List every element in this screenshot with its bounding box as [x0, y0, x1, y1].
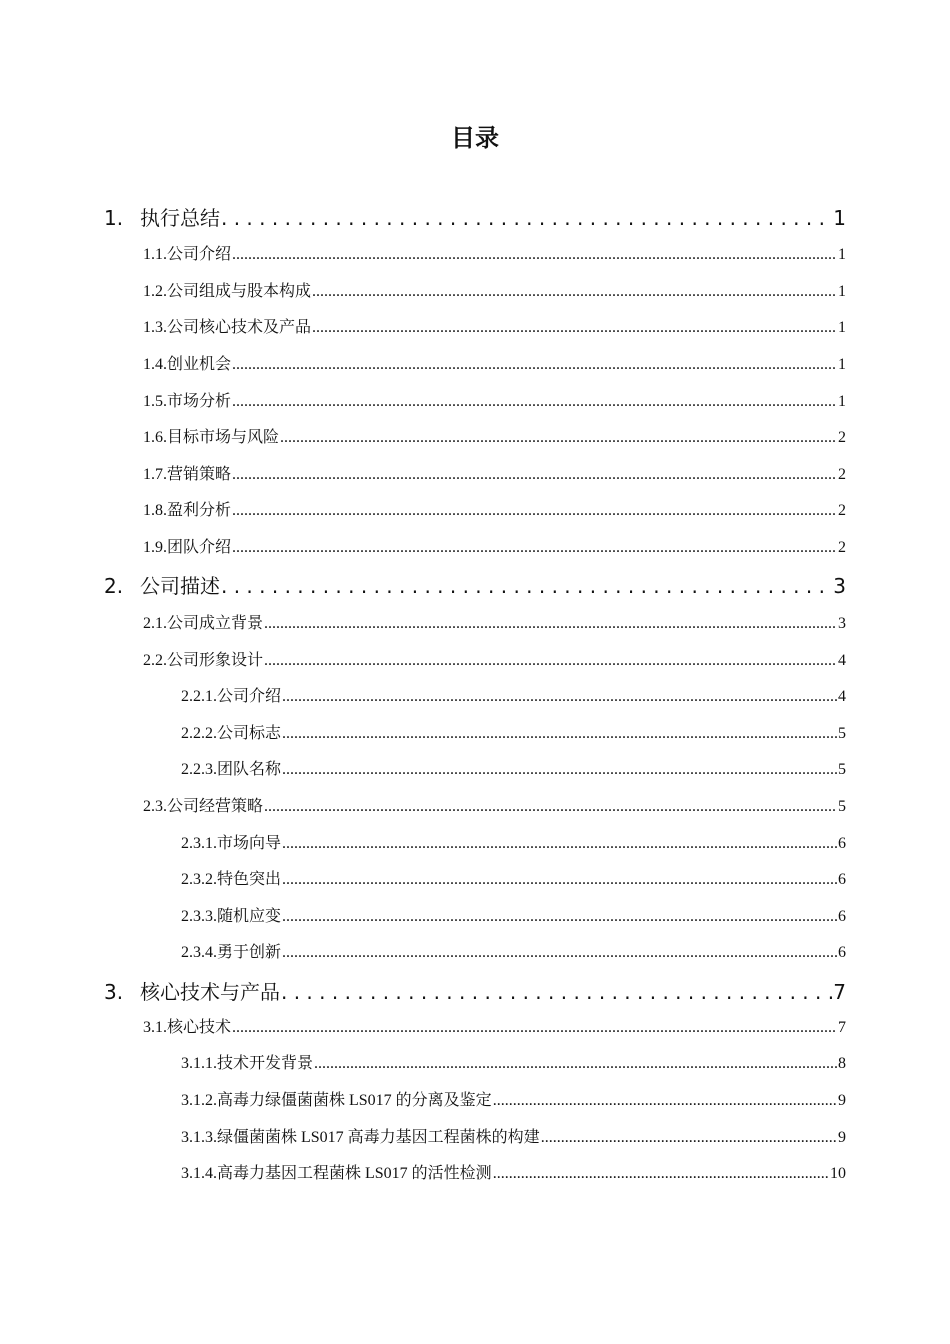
toc-entry-1-3[interactable]: [143, 315, 846, 339]
toc-entry-title: 特色突出: [217, 871, 282, 888]
toc-entry-3-1-4[interactable]: [181, 1161, 846, 1185]
toc-entry-number: 3.1.3.: [181, 1129, 217, 1146]
dot-leader: [264, 613, 837, 635]
toc-entry-title: 核心技术: [167, 1019, 232, 1036]
toc-entry-page: 1: [833, 206, 846, 230]
toc-entry-3-1-2[interactable]: [181, 1088, 846, 1112]
dot-leader: [493, 1090, 837, 1112]
toc-entry-page: 1: [838, 356, 846, 373]
toc-entry-page: 5: [838, 798, 846, 815]
dot-leader: [280, 427, 837, 449]
dot-leader: [281, 978, 832, 1006]
toc-entry-2-3-3[interactable]: [181, 904, 846, 928]
dot-leader: [314, 1053, 837, 1075]
toc-entry-number: 3.1.1.: [181, 1055, 217, 1072]
toc-entry-number: 2.2.2.: [181, 725, 217, 742]
toc-entry-number: 3.1.: [143, 1019, 167, 1036]
toc-entry-number: 2.2.3.: [181, 761, 217, 778]
toc-entry-number: 1.6.: [143, 429, 167, 446]
toc-entry-number: 2.3.2.: [181, 871, 217, 888]
dot-leader: [541, 1127, 837, 1149]
toc-entry-1-5[interactable]: [143, 389, 846, 413]
toc-entry-number: 1.8.: [143, 502, 167, 519]
toc-entry-page: 2: [838, 502, 846, 519]
dot-leader: [282, 833, 837, 855]
toc-entry-number: 2.: [104, 574, 124, 598]
toc-entry-page: 2: [838, 429, 846, 446]
page-title: 目录: [451, 124, 499, 152]
toc-entry-1-9[interactable]: [143, 535, 846, 559]
toc-entry-number: 1.4.: [143, 356, 167, 373]
toc-entry-number: 2.2.1.: [181, 688, 217, 705]
dot-leader: [232, 244, 837, 266]
toc-entry-page: 6: [838, 944, 846, 961]
toc-entry-page: 9: [838, 1092, 846, 1109]
toc-entry-1-7[interactable]: [143, 462, 846, 486]
dot-leader: [282, 686, 837, 708]
toc-entry-2-2-3[interactable]: [181, 757, 846, 781]
toc-entry-2-2[interactable]: [143, 648, 846, 672]
toc-entry-page: 8: [838, 1055, 846, 1072]
toc-entry-1[interactable]: [104, 200, 846, 232]
toc-entry-title: 勇于创新: [217, 944, 282, 961]
dot-leader: [221, 204, 832, 232]
toc-entry-page: 1: [838, 246, 846, 263]
toc-entry-2-3-1[interactable]: [181, 831, 846, 855]
dot-leader: [232, 1017, 837, 1039]
toc-entry-title: 团队介绍: [167, 539, 232, 556]
toc-entry-page: 1: [838, 283, 846, 300]
toc-entry-title: 高毒力基因工程菌株 LS017 的活性检测: [217, 1165, 492, 1182]
toc-entry-number: 3.1.2.: [181, 1092, 217, 1109]
toc-entry-number: 2.1.: [143, 615, 167, 632]
toc-entry-title: 创业机会: [167, 356, 232, 373]
dot-leader: [264, 796, 837, 818]
toc-entry-title: 公司成立背景: [167, 615, 264, 632]
toc-entry-title: 公司介绍: [217, 688, 282, 705]
toc-entry-1-8[interactable]: [143, 498, 846, 522]
toc-entry-title: 随机应变: [217, 908, 282, 925]
toc-entry-page: 2: [838, 466, 846, 483]
toc-entry-number: 2.3.: [143, 798, 167, 815]
dot-leader: [232, 537, 837, 559]
toc-entry-number: 1.5.: [143, 393, 167, 410]
toc-entry-title: 高毒力绿僵菌菌株 LS017 的分离及鉴定: [217, 1092, 492, 1109]
toc-entry-title: 公司核心技术及产品: [167, 319, 312, 336]
toc-entry-title: 公司组成与股本构成: [167, 283, 312, 300]
dot-leader: [232, 354, 837, 376]
toc-entry-page: 5: [838, 725, 846, 742]
dot-leader: [232, 500, 837, 522]
toc-entry-title: 公司形象设计: [167, 652, 264, 669]
toc-entry-number: 1.2.: [143, 283, 167, 300]
dot-leader: [282, 759, 837, 781]
toc-entry-title: 盈利分析: [167, 502, 232, 519]
toc-entry-page: 5: [838, 761, 846, 778]
toc-entry-number: 3.1.4.: [181, 1165, 217, 1182]
dot-leader: [282, 906, 837, 928]
toc-entry-number: 1.7.: [143, 466, 167, 483]
toc-entry-3[interactable]: [104, 974, 846, 1006]
toc-entry-title: 公司经营策略: [167, 798, 264, 815]
toc-entry-title: 市场向导: [217, 835, 282, 852]
toc-entry-title: 绿僵菌菌株 LS017 高毒力基因工程菌株的构建: [217, 1129, 540, 1146]
dot-leader: [493, 1163, 829, 1185]
dot-leader: [221, 572, 832, 600]
toc-entry-page: 6: [838, 908, 846, 925]
toc-entry-number: 2.3.1.: [181, 835, 217, 852]
toc-entry-title: 公司介绍: [167, 246, 232, 263]
toc-entry-number: 1.3.: [143, 319, 167, 336]
toc-entry-title: 公司描述: [140, 574, 220, 598]
toc-entry-2-3-2[interactable]: [181, 867, 846, 891]
toc-entry-number: 2.3.4.: [181, 944, 217, 961]
toc-entry-page: 4: [838, 688, 846, 705]
dot-leader: [232, 391, 837, 413]
toc-entry-2-3-4[interactable]: [181, 940, 846, 964]
toc-entry-3-1-1[interactable]: [181, 1051, 846, 1075]
toc-entry-2-1[interactable]: [143, 611, 846, 635]
toc-entry-page: 3: [833, 574, 846, 598]
toc-entry-page: 9: [838, 1129, 846, 1146]
dot-leader: [282, 942, 837, 964]
toc-entry-number: 1.: [104, 206, 124, 230]
toc-entry-number: 1.1.: [143, 246, 167, 263]
toc-entry-page: 6: [838, 871, 846, 888]
toc-entry-number: 1.9.: [143, 539, 167, 556]
toc-entry-1-1[interactable]: [143, 242, 846, 266]
dot-leader: [232, 464, 837, 486]
toc-entry-number: 2.2.: [143, 652, 167, 669]
toc-entry-page: 7: [833, 980, 846, 1004]
toc-entry-2-2-1[interactable]: [181, 684, 846, 708]
toc-entry-3-1-3[interactable]: [181, 1125, 846, 1149]
toc-entry-title: 公司标志: [217, 725, 282, 742]
dot-leader: [282, 723, 837, 745]
toc-entry-title: 技术开发背景: [217, 1055, 314, 1072]
toc-entry-page: 1: [838, 393, 846, 410]
toc-entry-1-2[interactable]: [143, 279, 846, 303]
dot-leader: [264, 650, 837, 672]
toc-entry-page: 3: [838, 615, 846, 632]
toc-entry-title: 核心技术与产品: [140, 980, 280, 1004]
dot-leader: [312, 281, 837, 303]
toc-entry-1-6[interactable]: [143, 425, 846, 449]
toc-entry-page: 4: [838, 652, 846, 669]
toc-entry-title: 执行总结: [140, 206, 220, 230]
toc-entry-number: 2.3.3.: [181, 908, 217, 925]
toc-entry-page: 7: [838, 1019, 846, 1036]
toc-entry-2-3[interactable]: [143, 794, 846, 818]
toc-entry-title: 营销策略: [167, 466, 232, 483]
toc-entry-title: 市场分析: [167, 393, 232, 410]
toc-entry-page: 10: [830, 1165, 846, 1182]
toc-entry-page: 2: [838, 539, 846, 556]
toc-entry-page: 1: [838, 319, 846, 336]
toc-entry-2[interactable]: [104, 568, 846, 600]
toc-entry-3-1[interactable]: [143, 1015, 846, 1039]
toc-entry-page: 6: [838, 835, 846, 852]
toc-entry-title: 团队名称: [217, 761, 282, 778]
toc-entry-1-4[interactable]: [143, 352, 846, 376]
toc-entry-2-2-2[interactable]: [181, 721, 846, 745]
dot-leader: [282, 869, 837, 891]
toc-entry-title: 目标市场与风险: [167, 429, 280, 446]
toc-entry-number: 3.: [104, 980, 124, 1004]
dot-leader: [312, 317, 837, 339]
